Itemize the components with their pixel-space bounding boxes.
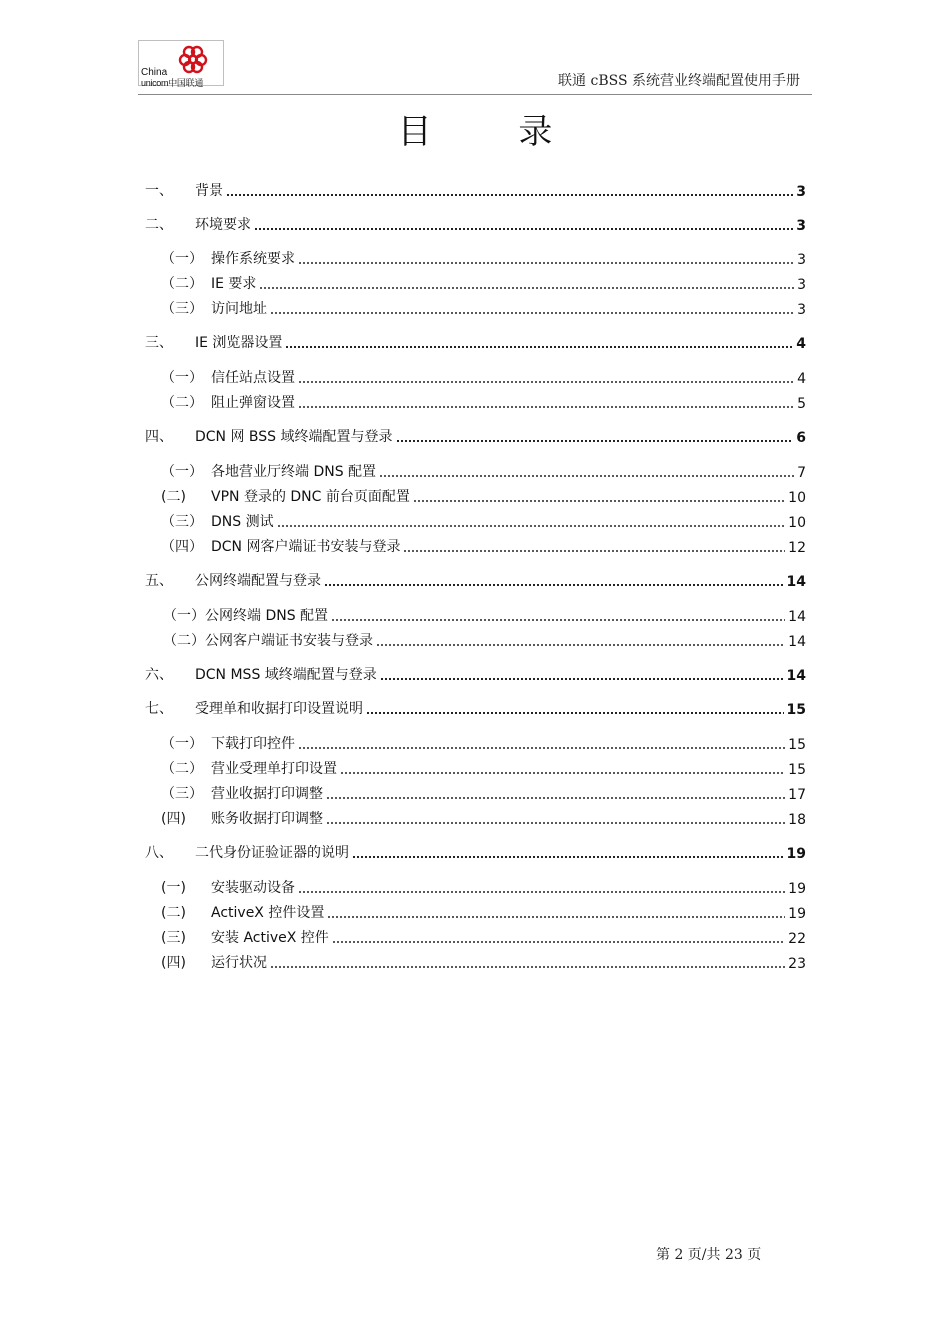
toc-entry[interactable]: [145, 536, 806, 556]
toc-entry[interactable]: [145, 570, 806, 590]
toc-entry-page: 19: [788, 906, 806, 922]
toc-dot-leader: [298, 406, 794, 408]
toc-entry-number: （四）: [161, 539, 203, 555]
toc-dot-leader: [332, 941, 785, 943]
toc-entry-number: 七、: [145, 701, 173, 717]
toc-entry-page: 14: [788, 609, 806, 625]
toc-entry[interactable]: [145, 733, 806, 753]
toc-entry-label: ActiveX 控件设置: [211, 905, 325, 921]
toc-entry-label: 访问地址: [211, 301, 267, 317]
toc-dot-leader: [326, 797, 785, 799]
toc-entry-number: 六、: [145, 667, 173, 683]
toc-entry-label: 账务收据打印调整: [211, 811, 323, 827]
toc-entry-number: (三): [161, 930, 186, 946]
toc-dot-leader: [380, 678, 784, 680]
toc-entry-number: （三）: [161, 786, 203, 802]
toc-dot-leader: [403, 550, 785, 552]
toc-entry[interactable]: [145, 511, 806, 531]
toc-dot-leader: [379, 475, 794, 477]
toc-dot-leader: [396, 440, 794, 442]
toc-entry-number: （二）: [161, 395, 203, 411]
toc-entry[interactable]: [145, 426, 806, 446]
toc-entry-number: 一、: [145, 183, 173, 199]
toc-entry[interactable]: [145, 298, 806, 318]
toc-entry-page: 3: [797, 252, 806, 268]
toc-entry[interactable]: [145, 461, 806, 481]
toc-dot-leader: [298, 747, 785, 749]
toc-entry-number: （一）: [161, 251, 203, 267]
toc-entry-page: 6: [796, 430, 806, 446]
toc-entry-page: 19: [786, 846, 806, 862]
toc-entry-label: 阻止弹窗设置: [211, 395, 295, 411]
toc-entry-label: DNS 测试: [211, 514, 274, 530]
toc-entry-page: 3: [797, 277, 806, 293]
toc-entry-number: (二): [161, 905, 186, 921]
toc-entry-label: （二）公网客户端证书安装与登录: [163, 633, 373, 649]
toc-entry-label: DCN MSS 域终端配置与登录: [195, 667, 377, 683]
toc-dot-leader: [298, 891, 785, 893]
toc-entry-label: DCN 网 BSS 域终端配置与登录: [195, 429, 393, 445]
toc-dot-leader: [270, 312, 794, 314]
toc-entry-page: 14: [786, 574, 806, 590]
logo-text-bottom: unicom中国联通: [141, 78, 204, 88]
toc-entry-page: 22: [788, 931, 806, 947]
toc-dot-leader: [270, 966, 785, 968]
toc-entry-number: (一): [161, 880, 186, 896]
toc-dot-leader: [298, 381, 794, 383]
toc-entry-number: （二）: [161, 761, 203, 777]
toc-entry-label: 背景: [195, 183, 223, 199]
toc-entry[interactable]: [145, 367, 806, 387]
toc-entry[interactable]: [145, 902, 806, 922]
toc-entry-label: IE 浏览器设置: [195, 335, 283, 351]
toc-entry[interactable]: [145, 392, 806, 412]
toc-entry-number: 四、: [145, 429, 173, 445]
toc-entry[interactable]: [145, 605, 806, 625]
toc-entry[interactable]: [145, 180, 806, 200]
toc-entry-page: 3: [796, 184, 806, 200]
toc-entry-page: 15: [786, 702, 806, 718]
toc-entry[interactable]: [145, 248, 806, 268]
toc-entry-number: （一）: [161, 736, 203, 752]
toc-entry-number: (二): [161, 489, 186, 505]
toc-entry-number: 五、: [145, 573, 173, 589]
toc-entry-label: VPN 登录的 DNC 前台页面配置: [211, 489, 410, 505]
toc-entry-label: 操作系统要求: [211, 251, 295, 267]
toc-entry-page: 14: [788, 634, 806, 650]
toc-dot-leader: [298, 262, 794, 264]
toc-entry-page: 10: [788, 490, 806, 506]
header-divider: [138, 94, 812, 95]
toc-entry-number: （一）: [161, 370, 203, 386]
toc-dot-leader: [340, 772, 785, 774]
toc-entry[interactable]: [145, 877, 806, 897]
toc-dot-leader: [324, 584, 784, 586]
toc-entry-number: 八、: [145, 845, 173, 861]
toc-dot-leader: [366, 712, 784, 714]
toc-entry-page: 3: [796, 218, 806, 234]
toc-entry[interactable]: [145, 273, 806, 293]
toc-dot-leader: [226, 194, 793, 196]
toc-entry-page: 10: [788, 515, 806, 531]
toc-entry-number: 三、: [145, 335, 173, 351]
toc-entry[interactable]: [145, 630, 806, 650]
toc-entry-label: 受理单和收据打印设置说明: [195, 701, 363, 717]
logo-text-top: China: [141, 67, 168, 78]
toc-entry-page: 4: [797, 371, 806, 387]
toc-dot-leader: [326, 822, 785, 824]
toc-dot-leader: [285, 346, 793, 348]
toc-entry-page: 12: [788, 540, 806, 556]
toc-entry-label: 运行状况: [211, 955, 267, 971]
toc-entry-page: 23: [788, 956, 806, 972]
toc-entry-page: 15: [788, 737, 806, 753]
toc-dot-leader: [259, 287, 794, 289]
toc-entry-page: 18: [788, 812, 806, 828]
toc-entry-number: （三）: [161, 514, 203, 530]
toc-entry-number: （二）: [161, 276, 203, 292]
toc-entry-number: （一）: [161, 464, 203, 480]
toc-dot-leader: [327, 916, 785, 918]
toc-entry[interactable]: [145, 332, 806, 352]
toc-entry-number: 二、: [145, 217, 173, 233]
toc-entry-label: 各地营业厅终端 DNS 配置: [211, 464, 377, 480]
toc-entry-number: (四): [161, 811, 186, 827]
page-footer: 第 2 页/共 23 页: [656, 1247, 762, 1263]
toc-entry-page: 14: [786, 668, 806, 684]
toc-entry-page: 4: [796, 336, 806, 352]
toc-entry[interactable]: [145, 952, 806, 972]
toc-entry[interactable]: [145, 842, 806, 862]
toc-entry-label: 下载打印控件: [211, 736, 295, 752]
toc-entry[interactable]: [145, 664, 806, 684]
toc-entry-number: （三）: [161, 301, 203, 317]
toc-entry[interactable]: [145, 927, 806, 947]
toc-entry-label: 营业受理单打印设置: [211, 761, 337, 777]
toc-entry-label: 公网终端配置与登录: [195, 573, 321, 589]
toc-entry-label: 信任站点设置: [211, 370, 295, 386]
toc-entry[interactable]: [145, 214, 806, 234]
toc-entry[interactable]: [145, 698, 806, 718]
toc-entry-page: 17: [788, 787, 806, 803]
toc-entry-label: （一）公网终端 DNS 配置: [163, 608, 329, 624]
china-unicom-logo: [138, 40, 224, 86]
document-header-title: 联通 cBSS 系统营业终端配置使用手册: [558, 73, 800, 89]
toc-entry[interactable]: [145, 808, 806, 828]
toc-entry-label: 营业收据打印调整: [211, 786, 323, 802]
toc-entry-label: 安装 ActiveX 控件: [211, 930, 329, 946]
toc-dot-leader: [376, 644, 785, 646]
toc-entry-label: 安装驱动设备: [211, 880, 295, 896]
toc-dot-leader: [352, 856, 784, 858]
toc-entry-label: IE 要求: [211, 276, 257, 292]
toc-entry[interactable]: [145, 758, 806, 778]
toc-entry-page: 19: [788, 881, 806, 897]
toc-dot-leader: [254, 228, 793, 230]
toc-entry-label: DCN 网客户端证书安装与登录: [211, 539, 401, 555]
toc-entry-page: 5: [797, 396, 806, 412]
toc-title: 目 录: [397, 112, 591, 152]
toc-entry[interactable]: [145, 783, 806, 803]
toc-entry[interactable]: [145, 486, 806, 506]
toc-entry-label: 环境要求: [195, 217, 251, 233]
toc-entry-number: (四): [161, 955, 186, 971]
toc-entry-page: 15: [788, 762, 806, 778]
toc-entry-page: 7: [797, 465, 806, 481]
toc-entry-label: 二代身份证验证器的说明: [195, 845, 349, 861]
toc-entry-page: 3: [797, 302, 806, 318]
toc-dot-leader: [331, 619, 785, 621]
toc-dot-leader: [277, 525, 786, 527]
toc-dot-leader: [413, 500, 785, 502]
